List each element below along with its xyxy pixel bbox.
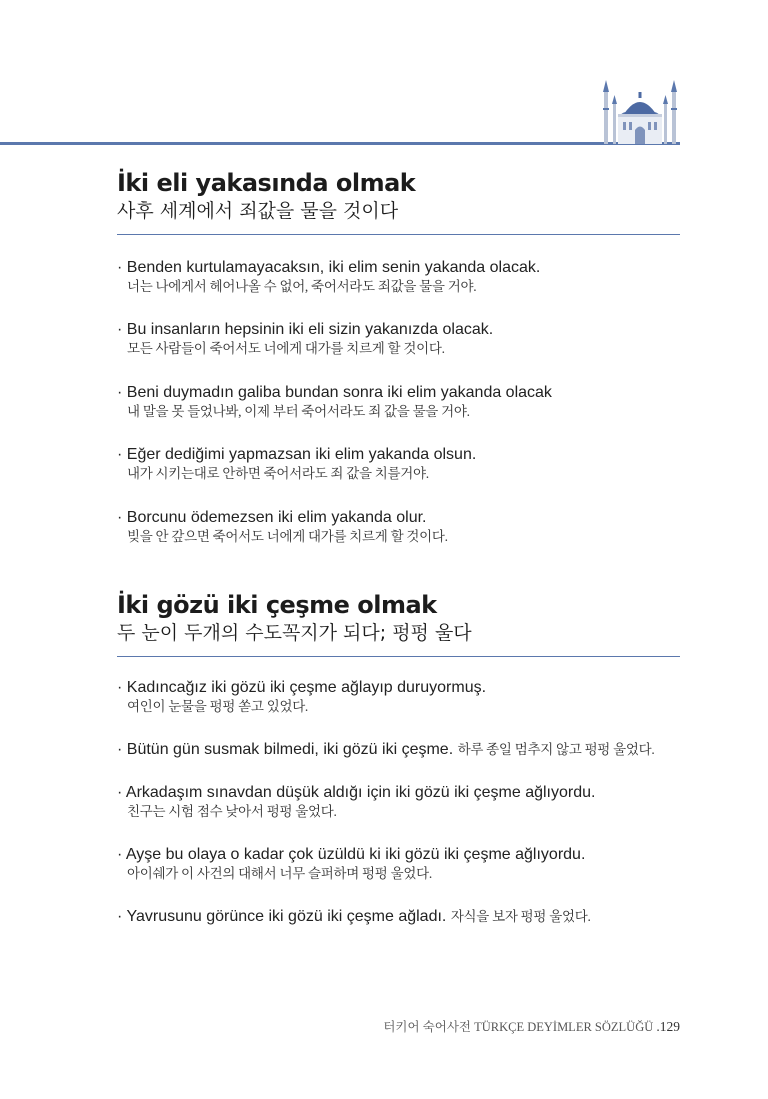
- example-item: [117, 783, 687, 821]
- example-item: [117, 383, 687, 421]
- example-turkish: · Borcunu ödemezsen iki elim yakanda olur.: [117, 509, 427, 526]
- example-turkish: · Bu insanların hepsinin iki eli sizin yakanızda olacak.: [117, 321, 494, 338]
- example-item: [117, 258, 687, 296]
- example-korean: 하루 종일 멈추지 않고 펑펑 울었다.: [457, 742, 655, 757]
- example-turkish: · Kadıncağız iki gözü iki çeşme ağlayıp duruyormuş.: [117, 679, 487, 696]
- example-item: [117, 845, 687, 883]
- example-korean: 내 말을 못 들었나봐, 이제 부터 죽어서라도 죄 값을 물을 거야.: [127, 404, 470, 419]
- example-turkish: · Eğer dediğimi yapmazsan iki elim yakanda olsun.: [117, 446, 477, 463]
- example-item: [117, 907, 687, 927]
- example-line: [117, 907, 687, 927]
- example-korean: 여인이 눈물을 펑펑 쏟고 있었다.: [127, 699, 309, 714]
- example-korean: 아이쉐가 이 사건의 대해서 너무 슬퍼하며 펑펑 울었다.: [127, 866, 432, 881]
- example-item: [117, 678, 687, 716]
- example-korean: 빚을 안 갚으면 죽어서도 너에게 대가를 치르게 할 것이다.: [127, 529, 448, 544]
- book-title: 터키어 숙어사전 TÜRKÇE DEYİMLER SÖZLÜĞÜ: [383, 1020, 654, 1034]
- example-korean: 모든 사람들이 죽어서도 너에게 대가를 치르게 할 것이다.: [127, 341, 445, 356]
- idiom-title-korean: 두 눈이 두개의 수도꼭지가 되다; 펑펑 울다: [117, 622, 472, 644]
- idiom-entry: [117, 168, 680, 235]
- mosque-icon: [600, 78, 680, 144]
- example-item: [117, 508, 687, 546]
- example-korean: 너는 나에게서 헤어나올 수 없어, 죽어서라도 죄값을 물을 거야.: [127, 279, 477, 294]
- example-korean: 친구는 시험 점수 낮아서 펑펑 울었다.: [127, 804, 337, 819]
- idiom-entry: [117, 590, 680, 657]
- example-item: [117, 740, 687, 760]
- page-footer: [383, 1017, 680, 1035]
- example-item: [117, 445, 687, 483]
- example-turkish: · Yavrusunu görünce iki gözü iki çeşme ağladı.: [117, 908, 447, 925]
- example-item: [117, 320, 687, 358]
- idiom-title-turkish: İki gözü iki çeşme olmak: [117, 591, 437, 619]
- divider: [117, 656, 680, 657]
- example-turkish: · Benden kurtulamayacaksın, iki elim senin yakanda olacak.: [117, 259, 541, 276]
- idiom-title-turkish: İki eli yakasında olmak: [117, 169, 416, 197]
- example-turkish: · Bütün gün susmak bilmedi, iki gözü iki çeşme.: [117, 741, 454, 758]
- example-line: [117, 740, 687, 760]
- example-korean: 내가 시키는대로 안하면 죽어서라도 죄 값을 치를거야.: [127, 466, 429, 481]
- example-turkish: · Beni duymadın galiba bundan sonra iki elim yakanda olacak: [117, 384, 552, 401]
- example-turkish: · Arkadaşım sınavdan düşük aldığı için iki gözü iki çeşme ağlıyordu.: [117, 784, 596, 801]
- page-number: .129: [656, 1019, 680, 1034]
- header-rule: [0, 142, 680, 145]
- example-turkish: · Ayşe bu olaya o kadar çok üzüldü ki iki gözü iki çeşme ağlıyordu.: [117, 846, 586, 863]
- divider: [117, 234, 680, 235]
- example-korean: 자식을 보자 펑펑 울었다.: [450, 909, 591, 924]
- idiom-title-korean: 사후 세계에서 죄값을 물을 것이다: [117, 200, 399, 222]
